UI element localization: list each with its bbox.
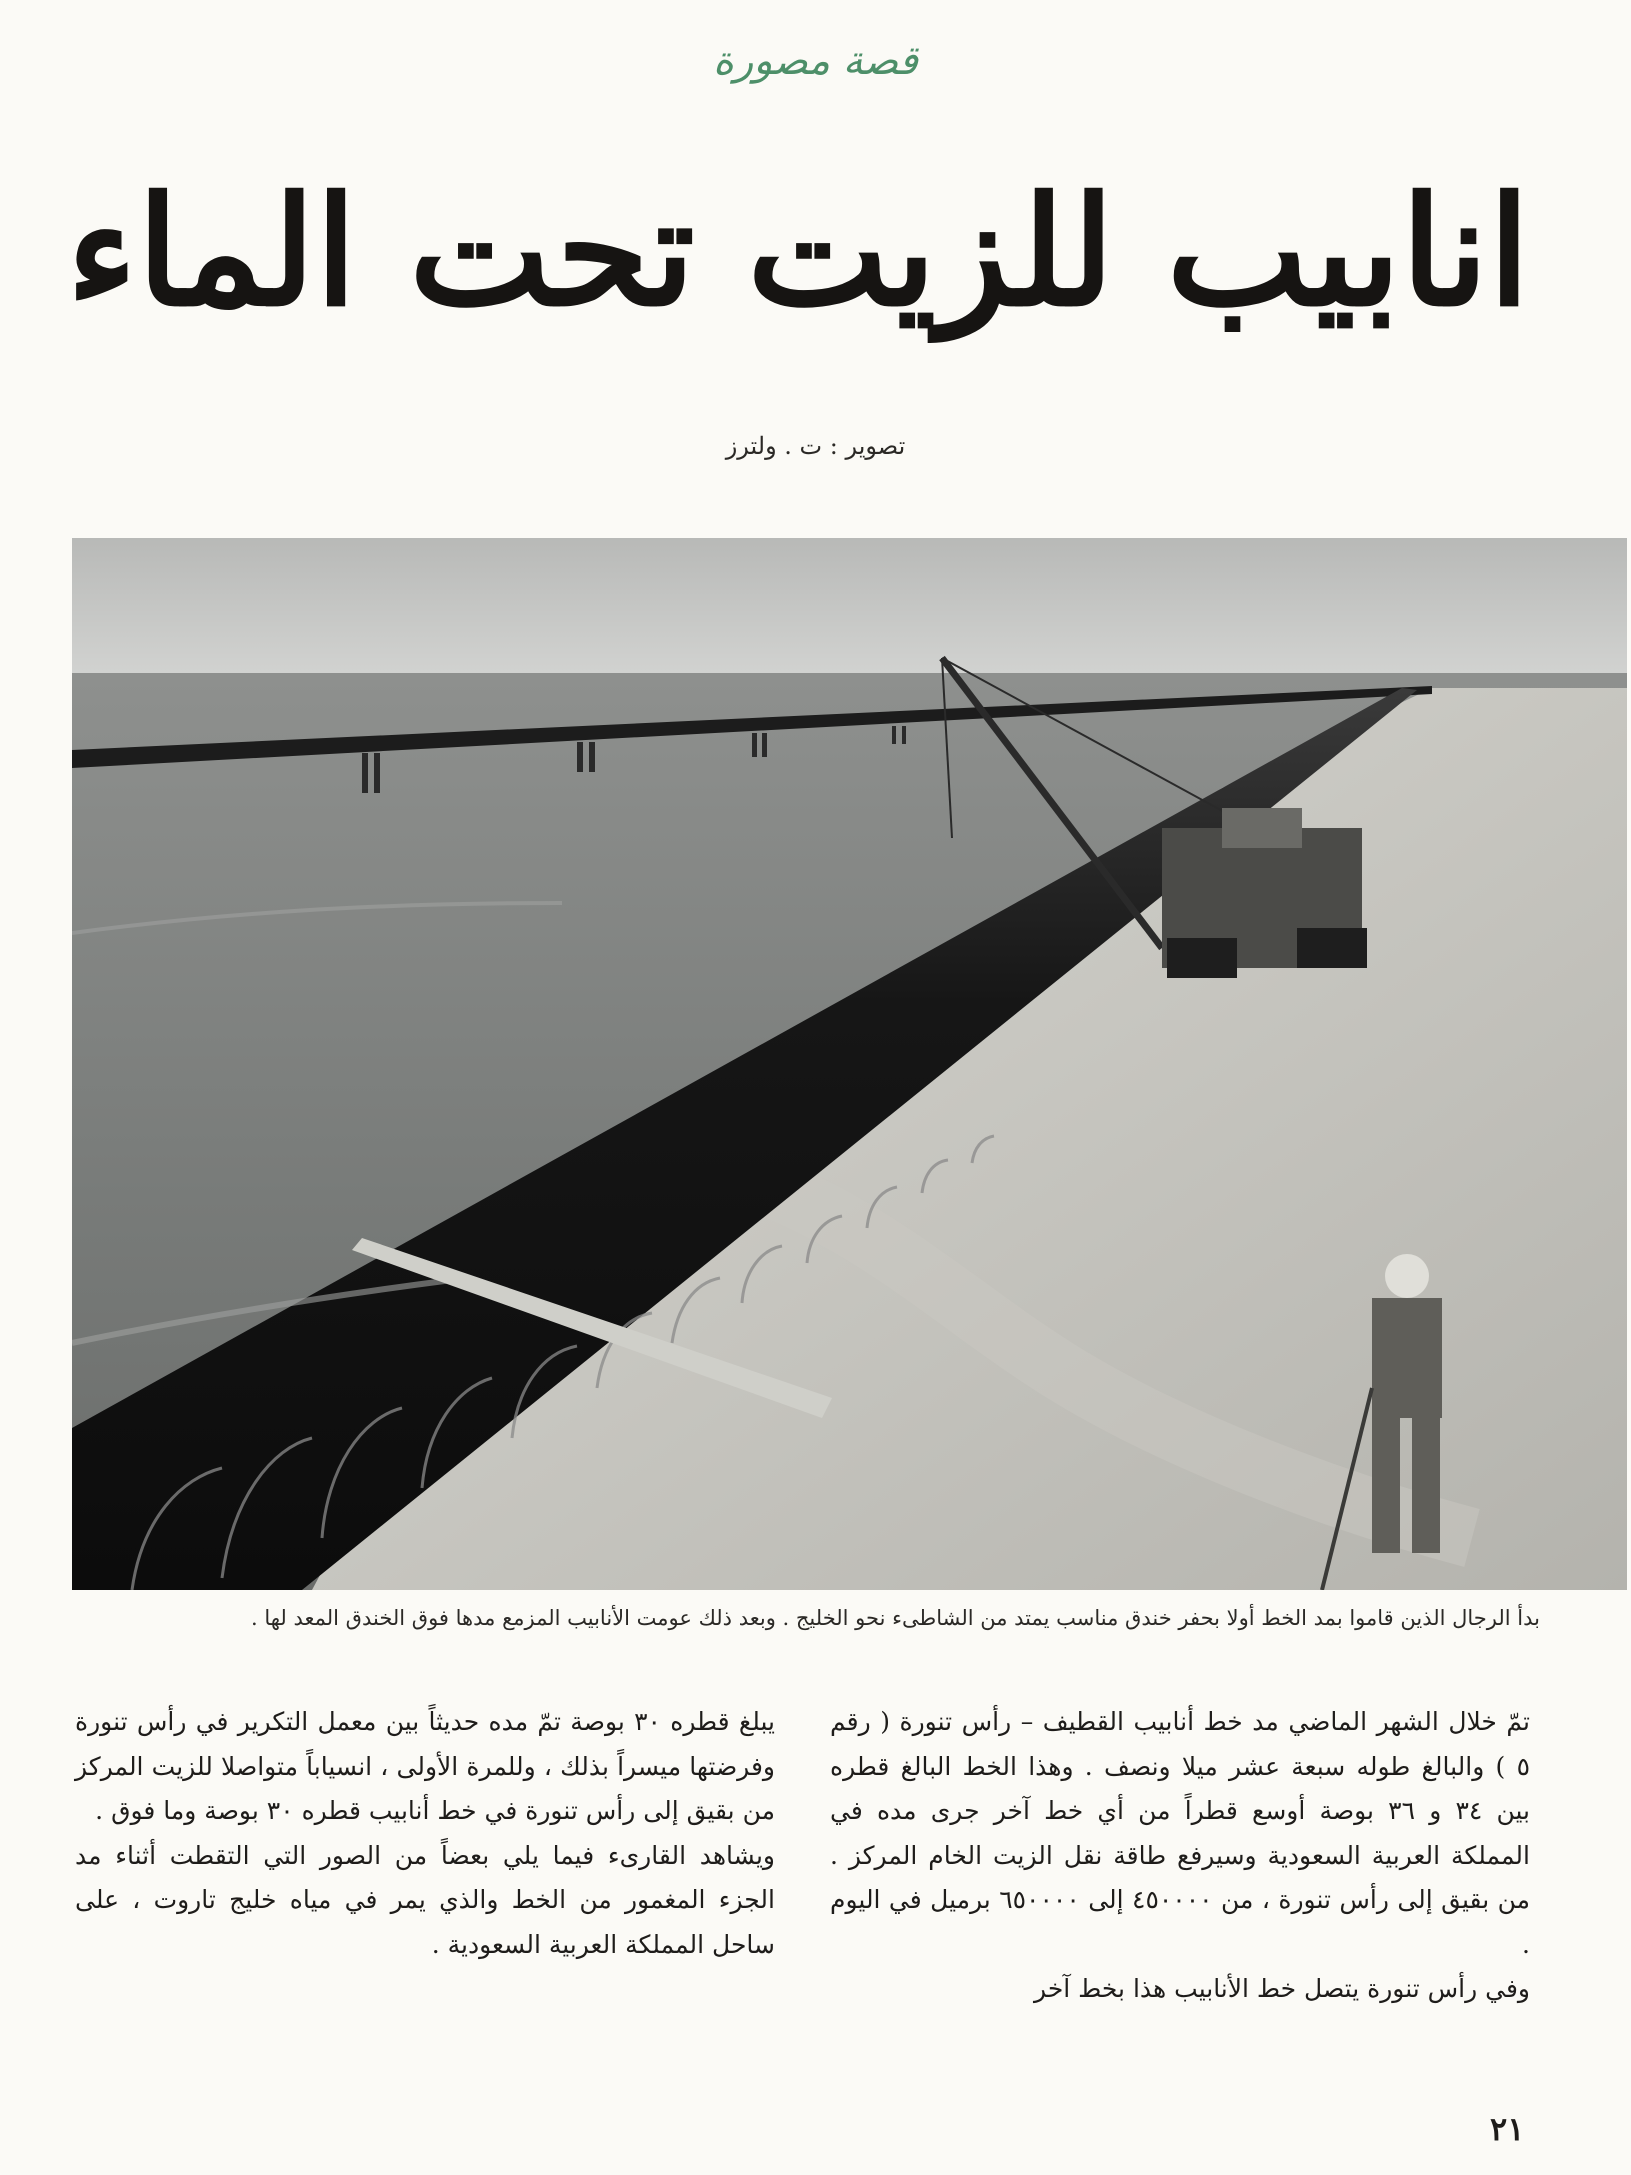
page-title: انابيب للزيت تحت الماء: [66, 164, 1530, 340]
photo-caption: بدأ الرجال الذين قاموا بمد الخط أولا بحفر خندق مناسب يمتد من الشاطىء نحو الخليج . وبعد ذلك عومت الأنابيب المزمع مدها فوق الخندق المعد لها .: [250, 1606, 1540, 1630]
article-column-right: [830, 1700, 1530, 2012]
photo-credit: تصوير : ت . ولترز: [725, 432, 906, 460]
article-column-left: [75, 1700, 775, 1967]
pipeline-photo: [72, 538, 1627, 1590]
paragraph: تمّ خلال الشهر الماضي مد خط أنابيب القطيف – رأس تنورة ( رقم ٥ ) والبالغ طوله سبعة عشر ميلا ونصف . وهذا الخط البالغ قطره بين ٣٤ و ٣٦ بوصة أوسع قطراً من أي خط آخر جرى مده في المملكة العربية السعودية وسيرفع طاقة نقل الزيت الخام المركز . من بقيق إلى رأس تنورة ، من ٤٥٠٠٠٠ إلى ٦٥٠٠٠٠ برميل في اليوم .: [830, 1707, 1531, 1959]
paragraph: ويشاهد القارىء فيما يلي بعضاً من الصور التي التقطت أثناء مد الجزء المغمور من الخط والذي يمر في مياه خليج تاروت ، على ساحل المملكة العربية السعودية .: [75, 1840, 775, 1959]
kicker: قصة مصورة: [712, 38, 919, 84]
paragraph: وفي رأس تنورة يتصل خط الأنابيب هذا بخط آخر: [1034, 1974, 1530, 2003]
paragraph: يبلغ قطره ٣٠ بوصة تمّ مده حديثاً بين معمل التكرير في رأس تنورة وفرضتها ميسراً بذلك ، وللمرة الأولى ، انسياباً متواصلا للزيت المركز من بقيق إلى رأس تنورة في خط أنابيب قطره ٣٠ بوصة وما فوق .: [75, 1707, 775, 1825]
page-number: ٢١: [1490, 2110, 1525, 2148]
